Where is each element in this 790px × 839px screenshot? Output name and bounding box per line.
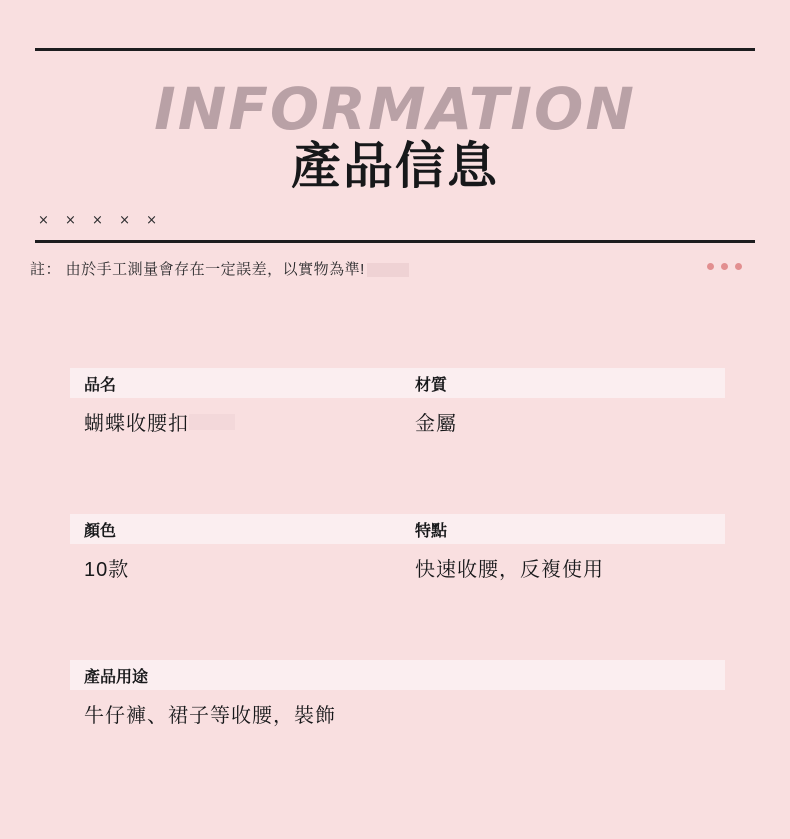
spec-value-row xyxy=(70,398,725,436)
value-blur-patch xyxy=(189,414,235,430)
spec-header-row xyxy=(70,368,725,398)
spec-value-color: 10款 xyxy=(84,559,130,581)
spec-header-color: 顏色 xyxy=(84,522,117,540)
divider-top xyxy=(35,48,755,51)
dot-3 xyxy=(735,263,742,270)
spec-header-usage: 產品用途 xyxy=(84,668,149,686)
spec-header-material: 材質 xyxy=(415,376,448,394)
decorative-dots xyxy=(707,263,742,270)
spec-value-usage: 牛仔褲、裙子等收腰，裝飾 xyxy=(84,705,336,727)
measurement-note-text: 註： 由於手工測量會存在一定誤差，以實物為準! xyxy=(30,261,365,278)
spec-value-feature: 快速收腰，反複使用 xyxy=(415,559,604,581)
spec-header-feature: 特點 xyxy=(415,522,448,540)
dot-1 xyxy=(707,263,714,270)
decorative-cross-marks: × × × × × xyxy=(38,213,163,228)
spec-block-usage xyxy=(70,660,725,728)
spec-value-material: 金屬 xyxy=(415,413,457,435)
spec-header-name: 品名 xyxy=(84,376,117,394)
spec-block-color-feature xyxy=(70,514,725,582)
spec-value-row xyxy=(70,544,725,582)
spec-value-name xyxy=(70,407,415,436)
note-blur-patch xyxy=(367,263,409,277)
measurement-note xyxy=(30,258,409,279)
spec-header-row xyxy=(70,660,725,690)
page-title-chinese: 產品信息 xyxy=(291,138,499,194)
spec-value-name-text: 蝴蝶收腰扣 xyxy=(84,413,189,435)
dot-2 xyxy=(721,263,728,270)
spec-header-row xyxy=(70,514,725,544)
divider-bottom xyxy=(35,240,755,243)
spec-value-row xyxy=(70,690,725,728)
spec-block-name-material xyxy=(70,368,725,436)
page-title-english: INFORMATION xyxy=(154,75,636,143)
